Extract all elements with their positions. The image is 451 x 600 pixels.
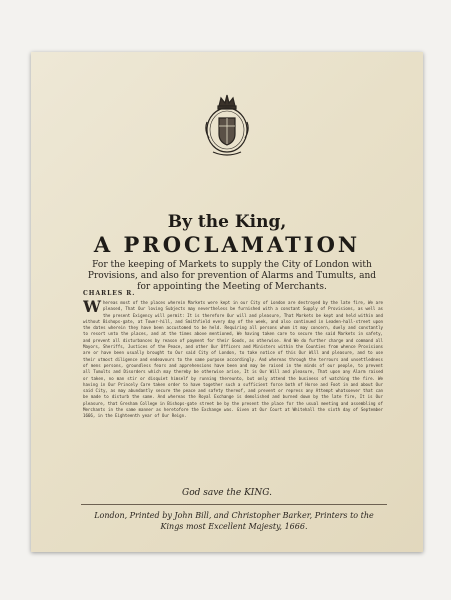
subtitle: For the keeping of Markets to supply the City of London with Provisions, and also for prevention of Alarms and Tumults, and for appointing the Meeting of Merchants. (87, 260, 377, 292)
document-title: A PROCLAMATION (93, 232, 361, 257)
proclamation-body (83, 300, 383, 460)
royal-coat-of-arms (203, 92, 251, 162)
divider (81, 504, 387, 505)
printer-colophon: London, Printed by John Bill, and Christopher Barker, Printers to the Kings most Excellent Majesty, 1666. (94, 511, 374, 531)
body-text: hereas most of the places wherein Markets were kept in our City of London are destroyed by the late fire, We are pleased, That Our loving Subjects may nevertheless be furnished with a constant Supply of Provisions, as well as the present Exigency will permit: It is therefore Our will and pleasure, That Markets be kept and held within and without Bishops-gate, at Tower-hill, and Smithfield every day of the week, and also continued in Leaden-hall-street upon the dates wherein they have been accustomed to be held. Requiring all persons whom it may concern, duely and constantly to resort unto the places, and at the times above mentioned, We having taken care to secure the said Markets in safety, and prevent all disturbances by reason of payment for their Goods, as otherwise. And We do further charge and command all Mayors, Sheriffs, Justices of the Peace, and other Our Officers and Ministers within the Counties from whence Provisions are or have been usually brought to Our said City of London, to take notice of this Our Will and pleasure, and to use their utmost diligence and endeavours to the same purpose accordingly. And whereas through the terrours and unsettledness of mens persons, groundless fears and apprehensions have been and may be raised in the minds of our people, to prevent all Tumults and Disorders which may thereby be otherwise arise, It is Our Will and pleasure, That upon any Alarm raised or taken, no man stir or disquiet himself by running thereunto, but only attend the business of watching the fire. We having in Our Princely Care taken order to have together such a sufficient force both of Horse and Foot in and about Our said City, as may abundantly secure the peace and safety thereof, and prevent or repress any Attempt whatsoever that can be made to disturb the same. And whereas the Royal Exchange is demolished and burned down by the late fire, It is Our pleasure, that Gresham College in Bishops-gate street be by the present the place for the usual meeting and assembling of Merchants in the same manner as heretofore the Exchange was. Given at Our Court at Whitehall the sixth day of September 1666, in the Eighteenth year of Our Reign. (83, 300, 383, 419)
drop-cap: W (83, 300, 101, 316)
heading: By the King, (167, 212, 287, 232)
sovereign-signature: CHARLES R. (83, 290, 136, 297)
closing-line: God save the KING. (182, 488, 272, 498)
proclamation-sheet (31, 52, 423, 552)
